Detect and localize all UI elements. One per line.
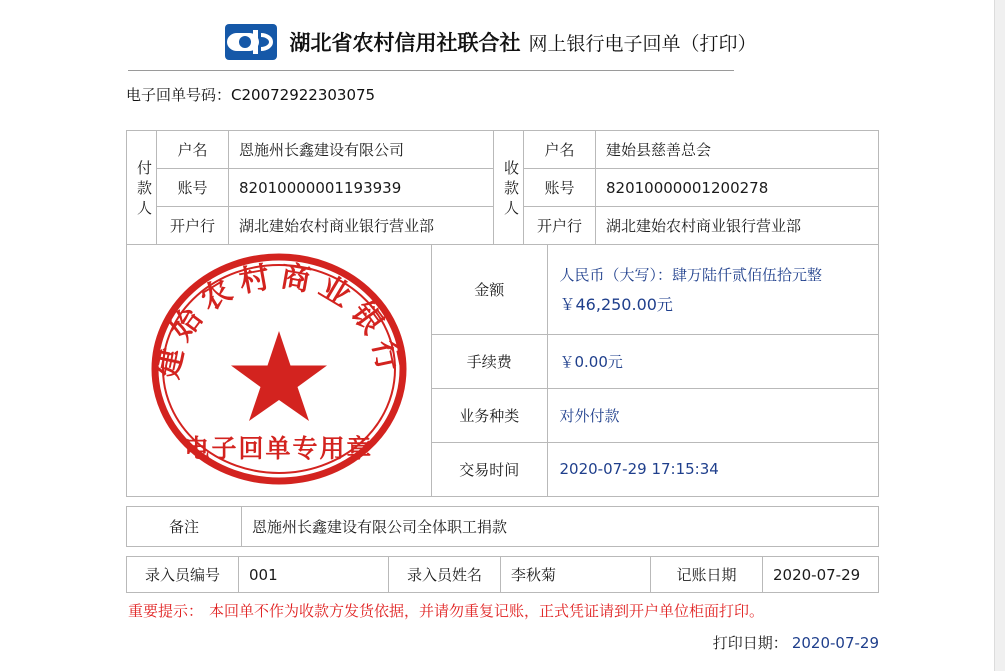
- receipt-number-value: C20072922303075: [231, 86, 376, 104]
- fee-value: ￥0.00元: [547, 334, 878, 388]
- operator-table: [126, 556, 879, 593]
- operator-name-label: 录入员姓名: [389, 557, 501, 593]
- payee-bank-label: 开户行: [524, 207, 596, 245]
- table-row: [432, 245, 878, 334]
- svg-text:建始农村商业银行: 建始农村商业银行: [150, 258, 408, 382]
- payee-name-value: 建始县慈善总会: [596, 131, 879, 169]
- seal-cell: [127, 245, 432, 496]
- bank-name: 湖北省农村信用社联合社: [289, 31, 521, 55]
- payee-account-label: 账号: [524, 169, 596, 207]
- payer-account-label: 账号: [157, 169, 229, 207]
- transaction-time-value: 2020-07-29 17:15:34: [547, 442, 878, 496]
- payer-name-label: 户名: [157, 131, 229, 169]
- operator-name-value: 李秋菊: [501, 557, 651, 593]
- payer-name-value: 恩施州长鑫建设有限公司: [229, 131, 494, 169]
- payee-name-label: 户名: [524, 131, 596, 169]
- document-header: [120, 16, 860, 68]
- booking-date-label: 记账日期: [651, 557, 763, 593]
- amount-capital: 人民币（大写）：肆万陆仟贰佰伍拾元整: [559, 265, 823, 284]
- svg-text:电子回单专用章: 电子回单专用章: [184, 434, 374, 463]
- remark-label: 备注: [127, 507, 242, 547]
- remark-value: 恩施州长鑫建设有限公司全体职工捐款: [242, 507, 879, 547]
- notice-text: 本回单不作为收款方发货依据，并请勿重复记账，正式凭证请到开户单位柜面打印。: [209, 602, 765, 620]
- booking-date-value: 2020-07-29: [763, 557, 879, 593]
- notice-lead: 重要提示：: [128, 602, 204, 620]
- scrollbar-strip[interactable]: [994, 0, 1005, 671]
- table-row: [127, 507, 879, 547]
- payer-bank-label: 开户行: [157, 207, 229, 245]
- table-row: [127, 557, 879, 593]
- parties-table: [126, 130, 879, 245]
- payee-vertical-label: 收 款 人: [494, 131, 524, 245]
- amount-label: 金额: [432, 245, 547, 334]
- document-title: 网上银行电子回单（打印）: [528, 32, 757, 55]
- fee-label: 手续费: [432, 334, 547, 388]
- payer-account-value: 82010000001193939: [229, 169, 494, 207]
- business-type-label: 业务种类: [432, 388, 547, 442]
- payee-bank-value: 湖北建始农村商业银行营业部: [596, 207, 879, 245]
- bank-logo-icon: [223, 21, 279, 63]
- table-row: [432, 442, 878, 496]
- transaction-time-label: 交易时间: [432, 442, 547, 496]
- print-date: [713, 632, 879, 653]
- amount-table: [432, 245, 878, 496]
- operator-id-label: 录入员编号: [127, 557, 239, 593]
- payer-vertical-label: 付 款 人: [127, 131, 157, 245]
- operator-id-value: 001: [239, 557, 389, 593]
- important-notice: [128, 600, 880, 621]
- payer-bank-value: 湖北建始农村商业银行营业部: [229, 207, 494, 245]
- receipt-number: [126, 84, 375, 105]
- business-type-value: 对外付款: [547, 388, 878, 442]
- amount-figure: ￥46,250.00元: [559, 294, 673, 314]
- header-divider: [128, 70, 734, 71]
- remark-table: [126, 506, 879, 547]
- table-row: [432, 334, 878, 388]
- print-date-label: 打印日期：: [712, 634, 788, 652]
- table-row: [432, 388, 878, 442]
- table-row: [127, 131, 879, 169]
- amount-values: [547, 245, 878, 334]
- receipt-number-label: 电子回单号码：: [126, 86, 232, 104]
- amount-block: [126, 244, 879, 497]
- bank-seal-icon: [147, 251, 412, 491]
- payee-account-value: 82010000001200278: [596, 169, 879, 207]
- print-date-value: 2020-07-29: [791, 634, 879, 652]
